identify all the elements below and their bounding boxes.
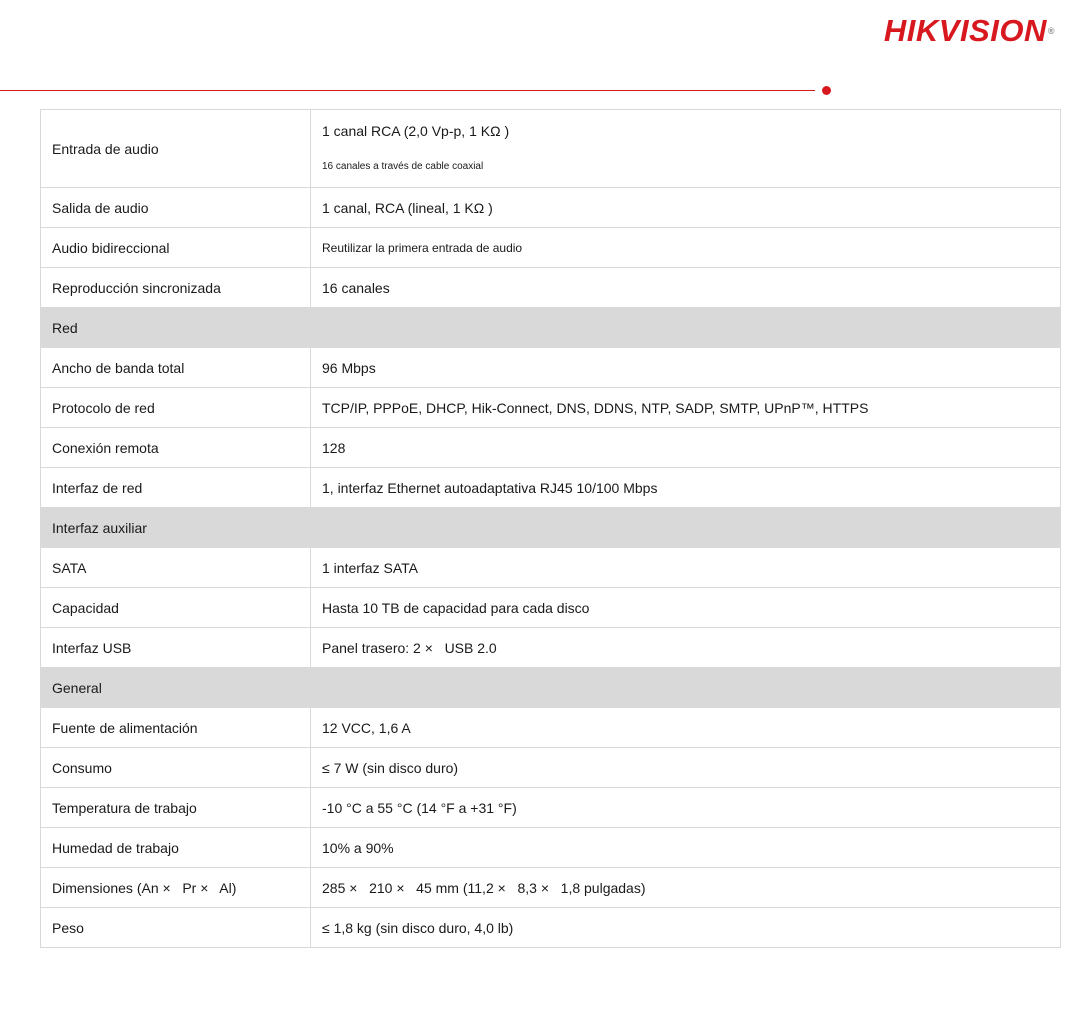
spec-label: Dimensiones (An × Pr × Al) [41,868,311,908]
spec-value: 128 [311,428,1061,468]
table-row [41,788,1061,828]
spec-value: 1 interfaz SATA [311,548,1061,588]
spec-value: Reutilizar la primera entrada de audio [311,228,1061,268]
spec-label: Peso [41,908,311,948]
spec-label: Salida de audio [41,188,311,228]
spec-value: TCP/IP, PPPoE, DHCP, Hik-Connect, DNS, DDNS, NTP, SADP, SMTP, UPnP™, HTTPS [311,388,1061,428]
table-row [41,548,1061,588]
spec-label: Ancho de banda total [41,348,311,388]
spec-value-main: 1 canal RCA (2,0 Vp-p, 1 KΩ ) [322,122,510,139]
table-row [41,228,1061,268]
spec-value [311,110,1061,188]
spec-value: 285 × 210 × 45 mm (11,2 × 8,3 × 1,8 pulgadas) [311,868,1061,908]
table-row [41,268,1061,308]
header-divider-dot [822,86,831,95]
spec-value: ≤ 7 W (sin disco duro) [311,748,1061,788]
table-row [41,908,1061,948]
section-header-general [41,668,1061,708]
spec-label: Audio bidireccional [41,228,311,268]
table-row [41,868,1061,908]
spec-label: SATA [41,548,311,588]
table-row [41,348,1061,388]
spec-label: Consumo [41,748,311,788]
logo-hik: HIK [883,13,939,48]
table-row [41,828,1061,868]
table-row [41,708,1061,748]
table-row [41,748,1061,788]
section-title: Interfaz auxiliar [41,508,1061,548]
spec-value: 10% a 90% [311,828,1061,868]
table-row [41,110,1061,188]
section-header-network [41,308,1061,348]
spec-value: 16 canales [311,268,1061,308]
spec-value: Panel trasero: 2 × USB 2.0 [311,628,1061,668]
spec-label: Interfaz USB [41,628,311,668]
table-row [41,468,1061,508]
spec-label: Reproducción sincronizada [41,268,311,308]
spec-value: 12 VCC, 1,6 A [311,708,1061,748]
spec-value: 1, interfaz Ethernet autoadaptativa RJ45 10/100 Mbps [311,468,1061,508]
spec-value: 1 canal, RCA (lineal, 1 KΩ ) [311,188,1061,228]
section-header-aux [41,508,1061,548]
logo-vision: VISION [938,13,1047,48]
spec-value: Hasta 10 TB de capacidad para cada disco [311,588,1061,628]
spec-label: Temperatura de trabajo [41,788,311,828]
spec-value: ≤ 1,8 kg (sin disco duro, 4,0 lb) [311,908,1061,948]
specifications-table [40,109,1061,948]
table-row [41,588,1061,628]
table-row [41,428,1061,468]
spec-label: Protocolo de red [41,388,311,428]
spec-label: Conexión remota [41,428,311,468]
hikvision-logo [884,14,1055,48]
table-row [41,188,1061,228]
spec-value: 96 Mbps [311,348,1061,388]
section-title: General [41,668,1061,708]
spec-label: Humedad de trabajo [41,828,311,868]
logo-registered-mark: ® [1047,26,1055,36]
spec-label: Capacidad [41,588,311,628]
table-row [41,628,1061,668]
spec-label: Entrada de audio [41,110,311,188]
spec-value-sub: 16 canales a través de cable coaxial [322,160,484,172]
spec-label: Interfaz de red [41,468,311,508]
table-row [41,388,1061,428]
section-title: Red [41,308,1061,348]
spec-label: Fuente de alimentación [41,708,311,748]
header-divider-line [0,90,815,91]
spec-value: -10 °C a 55 °C (14 °F a +31 °F) [311,788,1061,828]
